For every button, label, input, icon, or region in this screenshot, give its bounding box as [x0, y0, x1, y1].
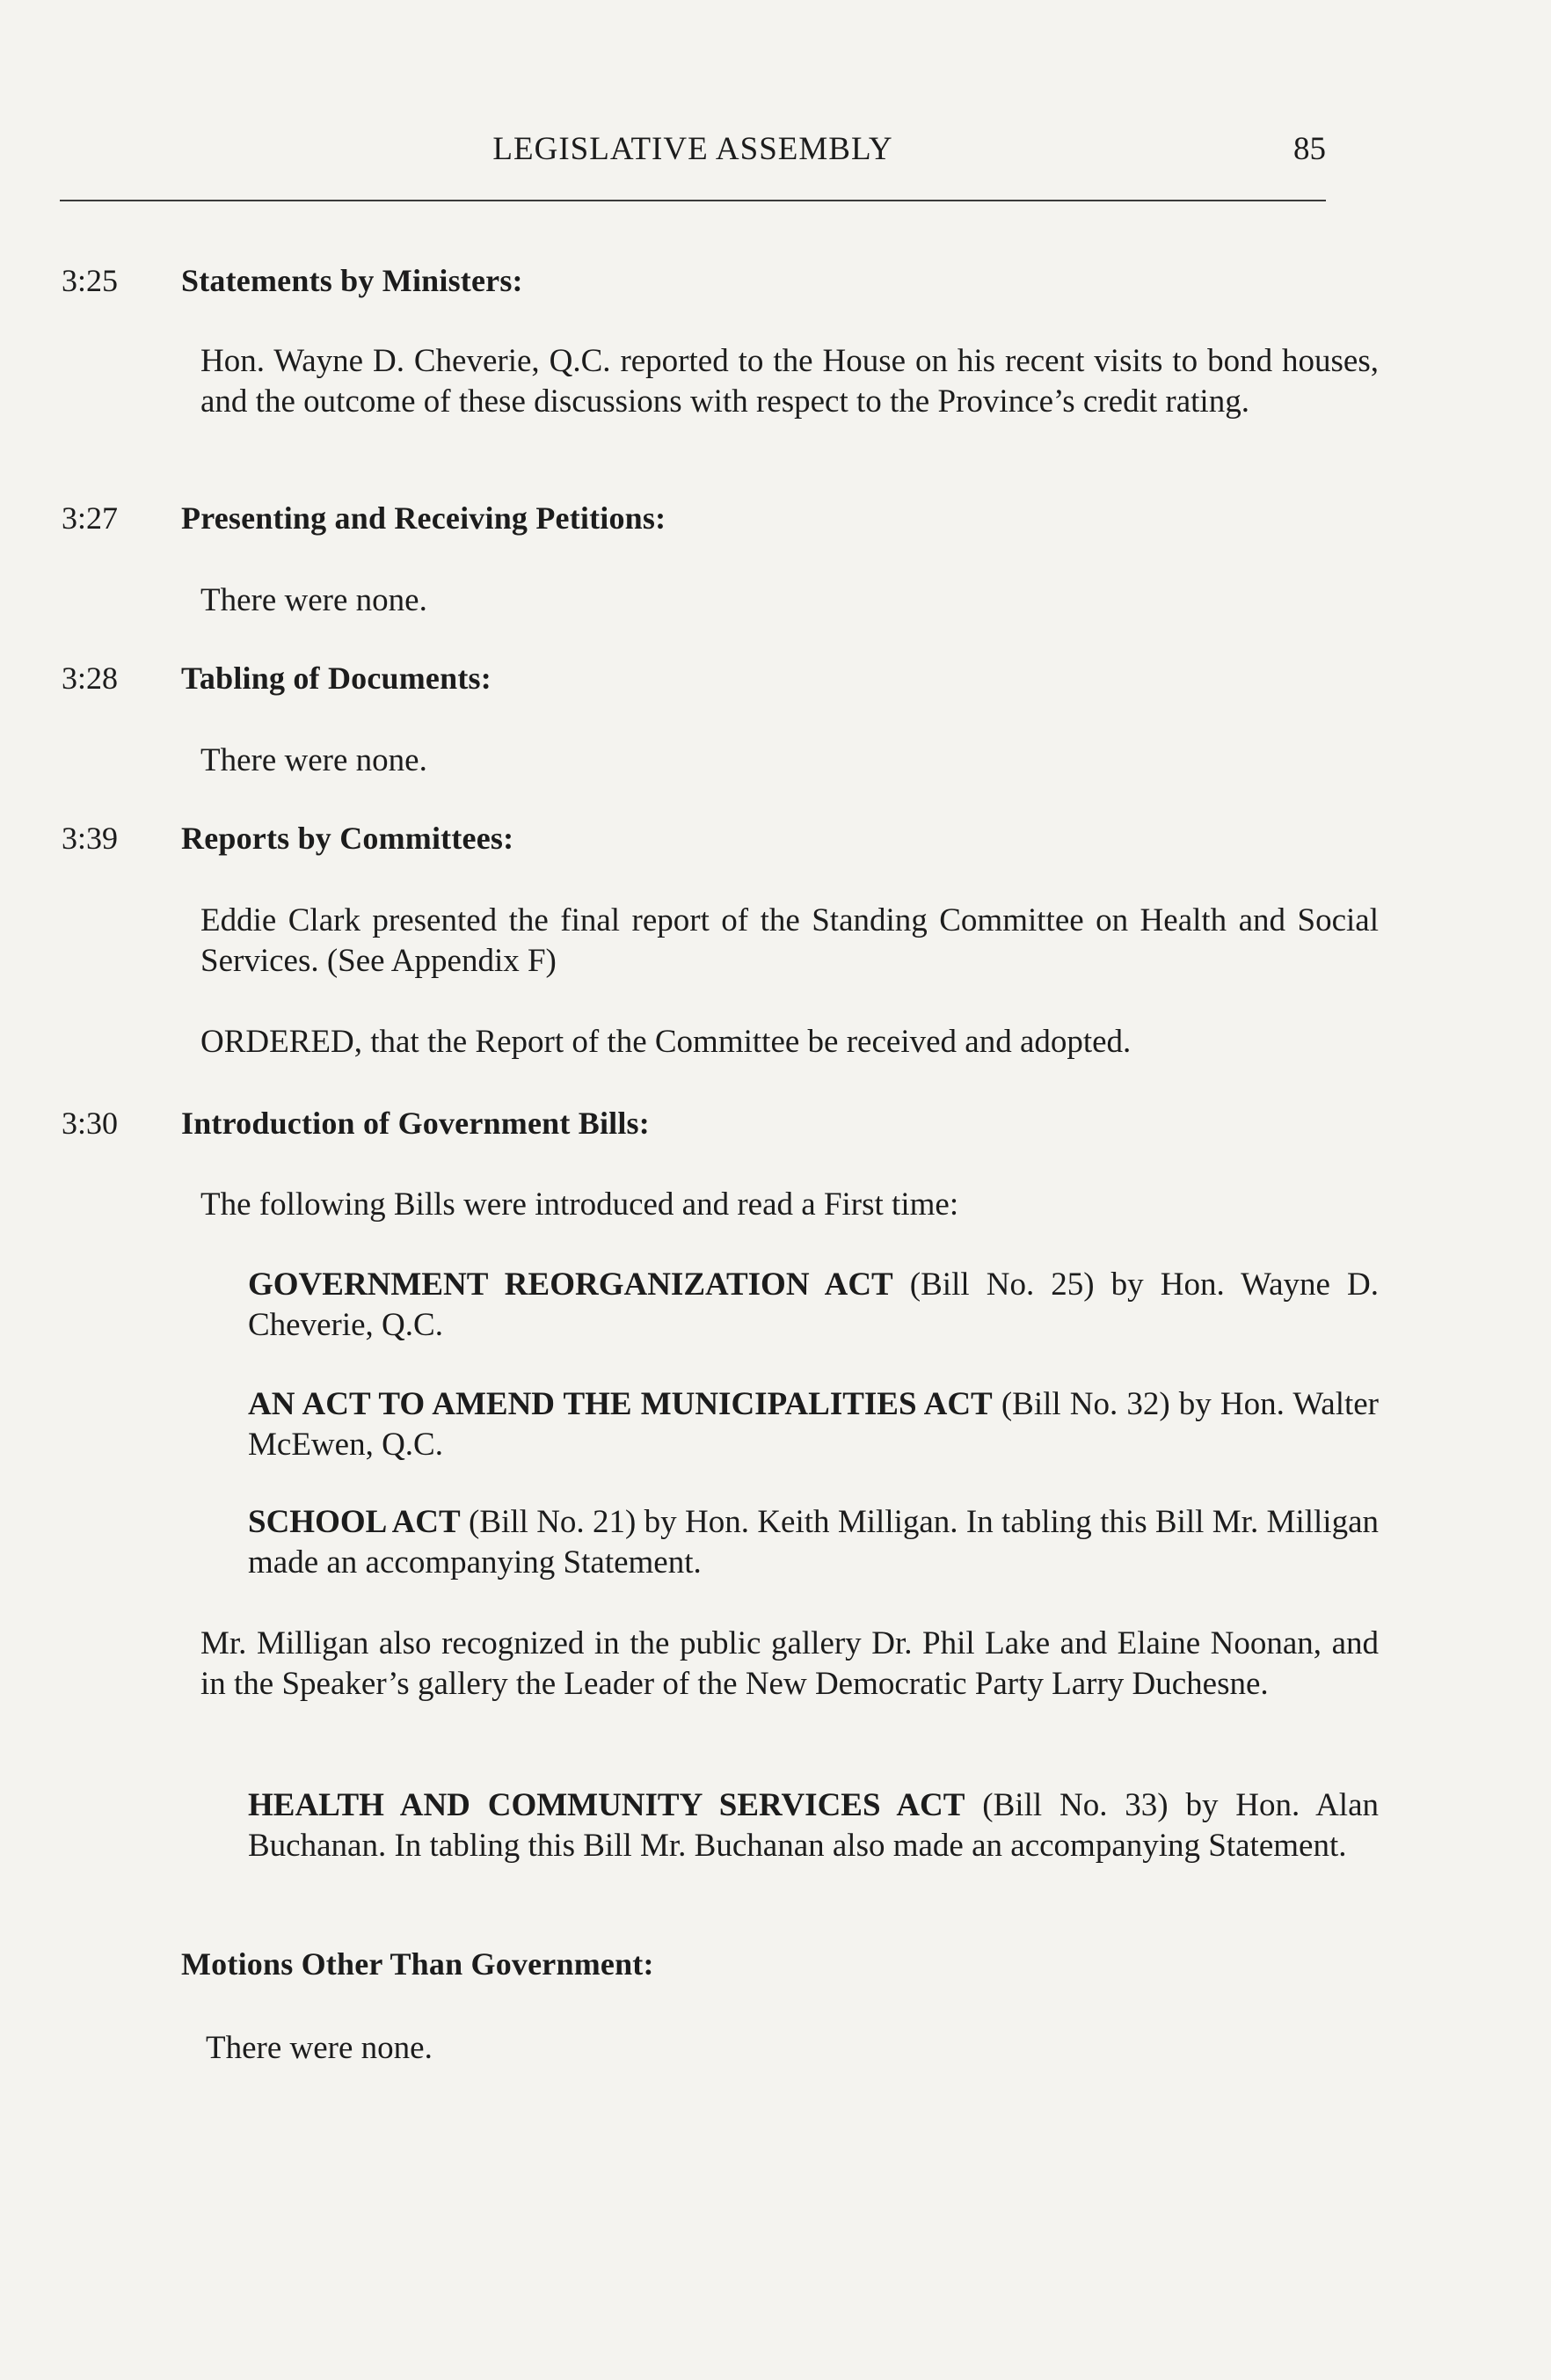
- header-rule: [60, 200, 1326, 201]
- bill-detail: (Bill No. 33) by Hon. Alan Buchanan. In tabling this Bill Mr. Buchanan also made an accompanying Statement.: [248, 1787, 1379, 1864]
- time-stamp: 3:25: [62, 263, 119, 298]
- running-head: [60, 130, 1326, 174]
- section-heading: Statements by Ministers:: [181, 263, 523, 298]
- bill-title: GOVERNMENT REORGANIZATION ACT: [248, 1267, 893, 1303]
- bill-entry: [248, 1265, 1379, 1346]
- bills-intro-text: The following Bills were introduced and read a First time:: [200, 1186, 959, 1223]
- section-head-motions: [0, 1946, 1551, 1986]
- bill-entry: [248, 1384, 1379, 1465]
- ordered-text: ORDERED, that the Report of the Committee be received and adopted.: [200, 1024, 1132, 1060]
- bill-title: HEALTH AND COMMUNITY SERVICES ACT: [248, 1787, 965, 1823]
- section-head-statements: [0, 262, 1551, 303]
- motions-text: There were none.: [206, 2030, 433, 2066]
- bill-detail: (Bill No. 32) by Hon. Walter McEwen, Q.C.: [248, 1386, 1380, 1463]
- bill-entry: [248, 1502, 1379, 1583]
- documents-text: There were none.: [200, 742, 427, 778]
- section-heading: Reports by Committees:: [181, 821, 514, 856]
- bill-detail: (Bill No. 25) by Hon. Wayne D. Cheverie, Q.C.: [248, 1267, 1379, 1343]
- bill-detail: (Bill No. 21) by Hon. Keith Milligan. In tabling this Bill Mr. Milligan made an accompanying Statement.: [248, 1504, 1379, 1581]
- time-stamp: 3:27: [62, 500, 119, 536]
- time-stamp: 3:28: [62, 661, 119, 696]
- statement-text: Hon. Wayne D. Cheverie, Q.C. reported to the House on his recent visits to bond houses, and the outcome of these discussions with respect to the Province’s credit rating.: [200, 343, 1379, 420]
- section-heading: Tabling of Documents:: [181, 661, 492, 696]
- section-head-committees: [0, 820, 1551, 860]
- bill-title: SCHOOL ACT: [248, 1504, 461, 1540]
- section-head-petitions: [0, 500, 1551, 540]
- bill-entry: [248, 1785, 1379, 1866]
- time-stamp: 3:30: [62, 1106, 119, 1141]
- section-heading: Introduction of Government Bills:: [181, 1106, 650, 1141]
- section-heading: Motions Other Than Government:: [181, 1946, 654, 1982]
- section-head-government-bills: [0, 1105, 1551, 1145]
- running-title: LEGISLATIVE ASSEMBLY: [492, 131, 893, 167]
- page-number: 85: [1293, 131, 1326, 167]
- time-stamp: 3:39: [62, 821, 119, 856]
- petitions-text: There were none.: [200, 582, 427, 618]
- section-heading: Presenting and Receiving Petitions:: [181, 500, 666, 536]
- committee-report-text: Eddie Clark presented the final report of the Standing Committee on Health and Social Services. (See Appendix F): [200, 902, 1379, 979]
- gallery-note-text: Mr. Milligan also recognized in the public gallery Dr. Phil Lake and Elaine Noonan, and in the Speaker’s gallery the Leader of the New Democratic Party Larry Duchesne.: [200, 1625, 1379, 1702]
- bill-title: AN ACT TO AMEND THE MUNICIPALITIES ACT: [248, 1386, 993, 1422]
- section-head-documents: [0, 660, 1551, 700]
